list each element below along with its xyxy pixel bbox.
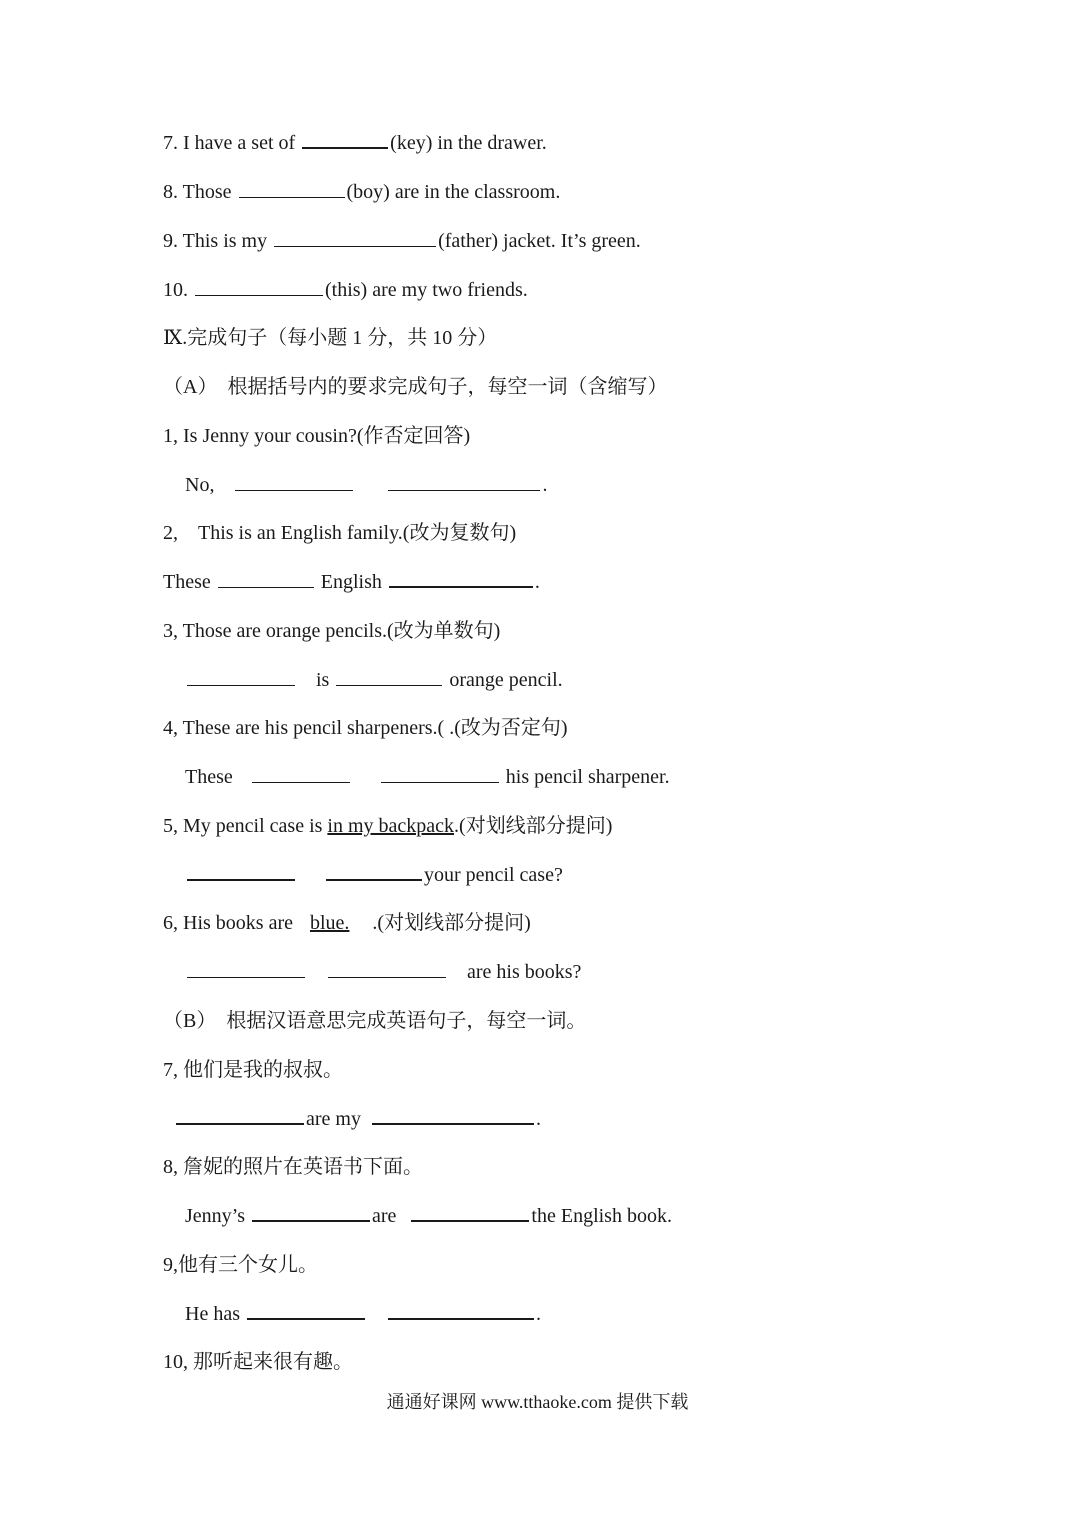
page-footer: 通通好课网 www.tthaoke.com 提供下载 bbox=[386, 1392, 689, 1412]
a2-word-2: English bbox=[320, 571, 382, 593]
a6-answer-suffix: are his books? bbox=[467, 961, 582, 983]
answer-blank[interactable] bbox=[187, 668, 295, 686]
a1-answer-prefix: No, bbox=[185, 474, 215, 496]
a5-answer-line bbox=[185, 862, 563, 888]
part-a-title: （A） 根据括号内的要求完成句子，每空一词（含缩写） bbox=[163, 376, 668, 398]
section-9-title: Ⅸ.完成句子（每小题 1 分，共 10 分） bbox=[163, 327, 498, 349]
a3-question: 3, Those are orange pencils.(改为单数句) bbox=[163, 620, 501, 642]
a3-word-1: is bbox=[316, 669, 330, 691]
b7-word-1: are my bbox=[306, 1108, 361, 1130]
answer-blank[interactable] bbox=[252, 765, 350, 783]
answer-blank[interactable] bbox=[381, 765, 499, 783]
b7-question: 7, 他们是我的叔叔。 bbox=[163, 1059, 343, 1081]
answer-blank[interactable] bbox=[411, 1203, 529, 1222]
q8-suffix: (boy) are in the classroom. bbox=[346, 181, 561, 203]
a4-word-2: his pencil sharpener. bbox=[505, 766, 670, 788]
answer-blank[interactable] bbox=[302, 130, 388, 149]
a4-question: 4, These are his pencil sharpeners.( .(改为否定句) bbox=[163, 717, 568, 739]
answer-blank[interactable] bbox=[247, 1301, 365, 1320]
a4-answer-line bbox=[185, 764, 670, 790]
q7-prefix: 7. I have a set of bbox=[163, 132, 301, 154]
a2-question: 2, This is an English family.(改为复数句) bbox=[163, 522, 517, 544]
b8-question: 8, 詹妮的照片在英语书下面。 bbox=[163, 1156, 423, 1178]
answer-blank[interactable] bbox=[239, 180, 345, 198]
answer-blank[interactable] bbox=[218, 570, 314, 588]
b10-question: 10, 那听起来很有趣。 bbox=[163, 1351, 353, 1373]
b9-word-1: He has bbox=[185, 1303, 240, 1325]
answer-blank[interactable] bbox=[195, 278, 323, 296]
answer-blank[interactable] bbox=[326, 862, 422, 881]
answer-blank[interactable] bbox=[389, 569, 533, 588]
q10-suffix: (this) are my two friends. bbox=[325, 279, 528, 301]
b8-word-1: Jenny’s bbox=[185, 1205, 245, 1227]
a6-question bbox=[163, 910, 531, 936]
a6-question-suffix: .(对划线部分提问) bbox=[367, 912, 531, 934]
b7-answer-line bbox=[174, 1106, 541, 1132]
b8-word-2: are bbox=[372, 1205, 397, 1227]
a1-question: 1, Is Jenny your cousin?(作否定回答) bbox=[163, 425, 471, 447]
b9-answer-line bbox=[185, 1301, 541, 1327]
b8-word-3: the English book. bbox=[531, 1205, 672, 1227]
a3-word-2: orange pencil. bbox=[449, 669, 563, 691]
a5-question-prefix: 5, My pencil case is bbox=[163, 815, 328, 837]
part-b-title: （B） 根据汉语意思完成英语句子，每空一词。 bbox=[163, 1010, 587, 1032]
q7-suffix: (key) in the drawer. bbox=[390, 132, 547, 154]
b9-question: 9,他有三个女儿。 bbox=[163, 1254, 318, 1276]
answer-blank[interactable] bbox=[328, 960, 446, 978]
a1-answer-line bbox=[185, 472, 547, 498]
answer-blank[interactable] bbox=[235, 473, 353, 491]
a2-end: . bbox=[534, 571, 540, 593]
answer-blank[interactable] bbox=[187, 960, 305, 978]
b8-answer-line bbox=[185, 1203, 672, 1229]
a4-word-1: These bbox=[185, 766, 233, 788]
a6-underlined-word: blue. bbox=[309, 912, 350, 934]
a5-underlined-phrase: in my backpack bbox=[327, 815, 455, 837]
question-8 bbox=[163, 179, 560, 205]
question-9 bbox=[163, 228, 641, 254]
answer-blank[interactable] bbox=[252, 1203, 370, 1222]
question-10 bbox=[163, 277, 528, 303]
a1-end: . bbox=[542, 474, 548, 496]
b7-end: . bbox=[535, 1108, 541, 1130]
a5-answer-suffix: your pencil case? bbox=[424, 864, 563, 886]
answer-blank[interactable] bbox=[176, 1106, 304, 1125]
a5-question bbox=[163, 813, 612, 839]
a3-answer-line bbox=[185, 667, 563, 693]
a6-answer-line bbox=[185, 959, 581, 985]
answer-blank[interactable] bbox=[388, 1301, 534, 1320]
q10-prefix: 10. bbox=[163, 279, 193, 301]
answer-blank[interactable] bbox=[388, 473, 540, 491]
answer-blank[interactable] bbox=[336, 668, 442, 686]
answer-blank[interactable] bbox=[274, 229, 436, 247]
q8-prefix: 8. Those bbox=[163, 181, 237, 203]
q9-suffix: (father) jacket. It’s green. bbox=[438, 230, 641, 252]
a6-question-prefix: 6, His books are bbox=[163, 912, 298, 934]
answer-blank[interactable] bbox=[372, 1106, 534, 1125]
a2-word-1: These bbox=[163, 571, 211, 593]
q9-prefix: 9. This is my bbox=[163, 230, 273, 252]
answer-blank[interactable] bbox=[187, 862, 295, 881]
question-7 bbox=[163, 130, 547, 156]
b9-end: . bbox=[535, 1303, 541, 1325]
a5-question-suffix: .(对划线部分提问) bbox=[454, 815, 613, 837]
a2-answer-line bbox=[163, 569, 540, 595]
